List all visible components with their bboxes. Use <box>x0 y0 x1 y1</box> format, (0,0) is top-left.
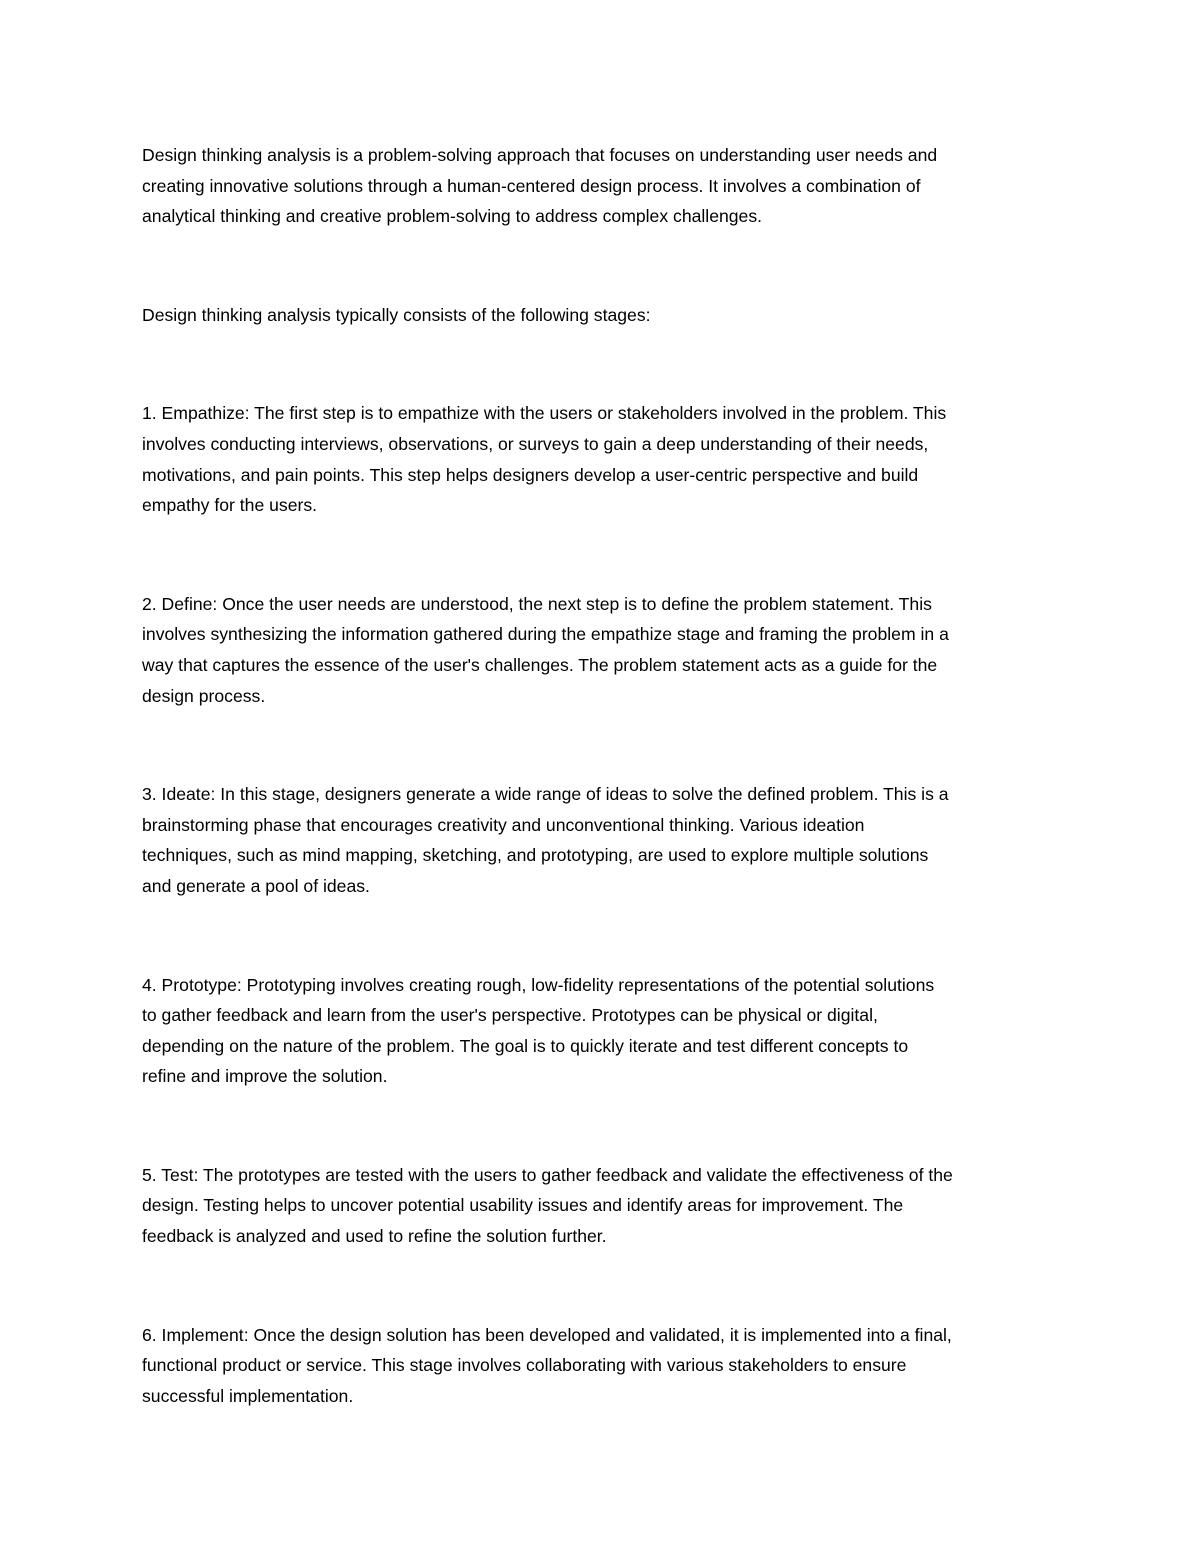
stage-ideate-paragraph: 3. Ideate: In this stage, designers generate a wide range of ideas to solve the defined problem. This is a brainstorming phase that encourages creativity and unconventional thinking. Various ideation techniques, such as mind mapping, sketching, and prototyping, are used to explore multiple solutions and generate a pool of ideas. <box>142 784 949 896</box>
stage-define-paragraph: 2. Define: Once the user needs are understood, the next step is to define the problem statement. This involves synthesizing the information gathered during the empathize stage and framing the problem in a way that captures the essence of the user's challenges. The problem statement acts as a guide for the design process. <box>142 593 949 706</box>
stage-implement-paragraph: 6. Implement: Once the design solution has been developed and validated, it is implemented into a final, functional product or service. This stage involves collaborating with various stakeholders to ensure successful implementation. <box>142 1324 952 1406</box>
stage-prototype-paragraph: 4. Prototype: Prototyping involves creating rough, low-fidelity representations of the potential solutions to gather feedback and learn from the user's perspective. Prototypes can be physical or digital, depending on the nature of the problem. The goal is to quickly iterate and test different concepts to refine and improve the solution. <box>142 974 935 1087</box>
intro-paragraph: Design thinking analysis is a problem-solving approach that focuses on understanding user needs and creating innovative solutions through a human-centered design process. It involves a combination of analytical thinking and creative problem-solving to address complex challenges. <box>142 145 938 227</box>
stage-empathize-paragraph: 1. Empathize: The first step is to empathize with the users or stakeholders involved in the problem. This involves conducting interviews, observations, or surveys to gain a deep understanding of their needs, motivations, and pain points. This step helps designers develop a user-centric perspective and build empathy for the users. <box>142 403 947 516</box>
stages-intro-paragraph: Design thinking analysis typically consists of the following stages: <box>142 304 651 325</box>
stage-test-paragraph: 5. Test: The prototypes are tested with the users to gather feedback and validate the effectiveness of the design. Testing helps to uncover potential usability issues and identify areas for improvement. The feedback is analyzed and used to refine the solution further. <box>142 1164 953 1247</box>
document-body <box>142 140 1072 1479</box>
